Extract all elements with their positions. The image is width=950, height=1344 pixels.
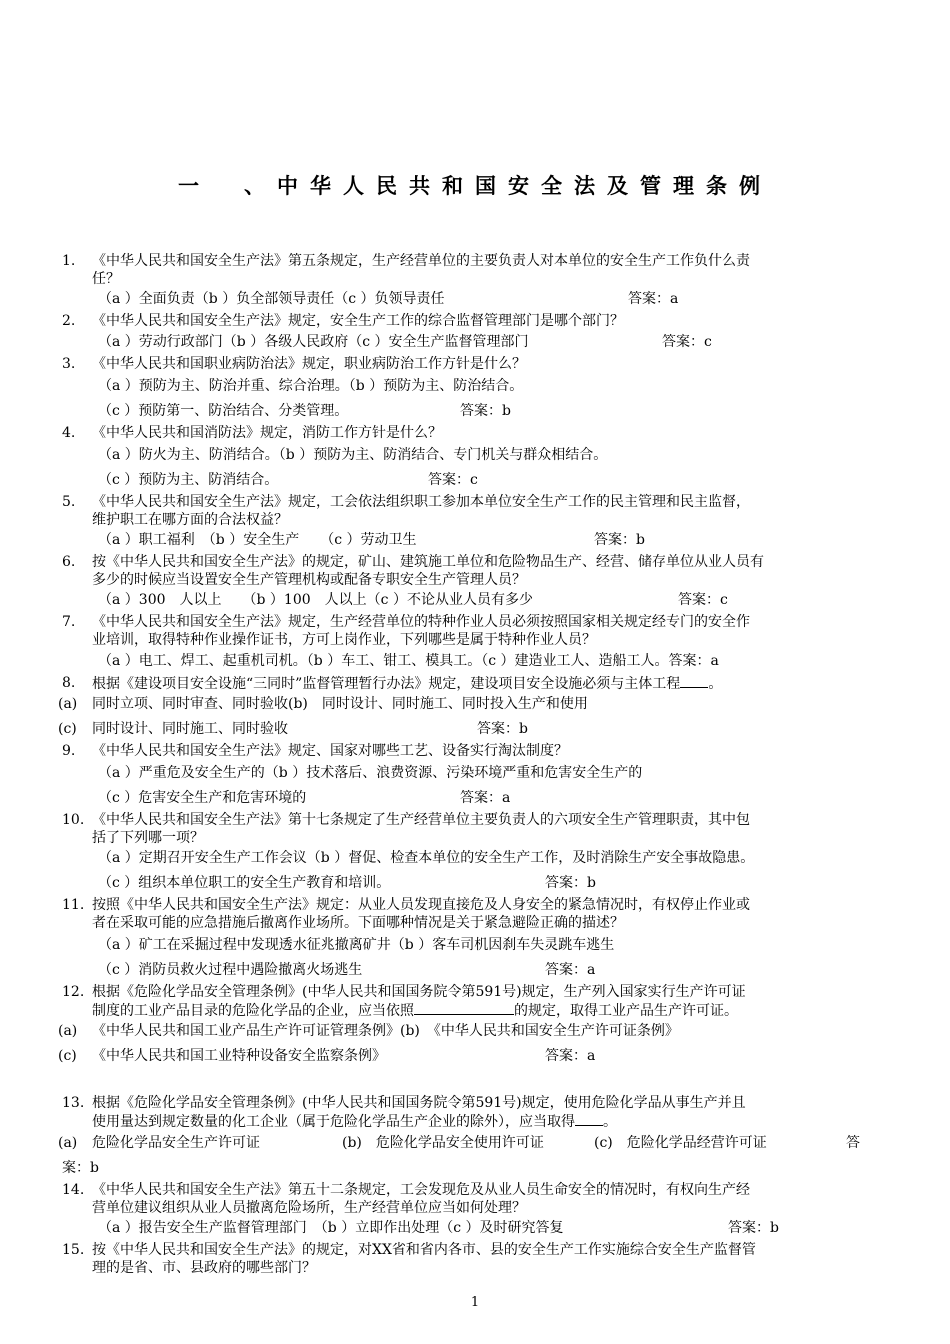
question-text: 《中华人民共和国消防法》规定，消防工作方针是什么？ — [92, 425, 442, 441]
answer: 答案：a — [628, 291, 679, 307]
question-text: 维护职工在哪方面的合法权益？ — [92, 512, 288, 528]
question-number: 11. — [62, 897, 85, 913]
question-text: 营单位建议组织从业人员撤离危险场所，生产经营单位应当如何处理？ — [92, 1200, 526, 1216]
answer-blank — [414, 1001, 514, 1015]
question-text: 根据《危险化学品安全管理条例》(中华人民共和国国务院令第591号)规定，使用危险化学品从事生产并且 — [92, 1095, 746, 1111]
answer: 答案：c — [678, 592, 728, 608]
question-text: 《中华人民共和国安全生产法》第十七条规定了生产经营单位主要负责人的六项安全生产管理职责，其中包 — [92, 812, 750, 828]
answer: 答案：a — [545, 1048, 596, 1064]
page-number: 1 — [470, 1295, 480, 1310]
answer: 答案：a — [460, 790, 511, 806]
question-text: 根据《危险化学品安全管理条例》(中华人民共和国国务院令第591号)规定，生产列入国家实行生产许可证 — [92, 984, 746, 1000]
question-options: （a ）定期召开安全生产工作会议（b ）督促、检查本单位的安全生产工作，及时消除生产安全事故隐患。 — [98, 850, 755, 866]
question-number: 6. — [62, 554, 76, 570]
option-text: (b) 危险化学品安全使用许可证 — [342, 1135, 544, 1151]
answer-blank — [575, 1112, 603, 1126]
question-options: （c ）预防第一、防治结合、分类管理。 — [98, 403, 349, 419]
answer: 答案：b — [594, 532, 645, 548]
question-text: 《中华人民共和国职业病防治法》规定，职业病防治工作方针是什么？ — [92, 356, 526, 372]
question-text: 《中华人民共和国安全生产法》规定，安全生产工作的综合监督管理部门是哪个部门？ — [92, 313, 624, 329]
answer: 答案：c — [428, 472, 478, 488]
question-number: 3. — [62, 356, 76, 372]
question-text: 《中华人民共和国安全生产法》第五条规定，生产经营单位的主要负责人对本单位的安全生产工作负什么责 — [92, 253, 750, 269]
option-text: 同时设计、同时施工、同时验收 — [92, 721, 288, 737]
answer: 答案：b — [545, 875, 596, 891]
question-options: （c ）预防为主、防消结合。 — [98, 472, 279, 488]
question-text: 者在采取可能的应急措施后撤离作业场所。下面哪种情况是关于紧急避险正确的描述？ — [92, 915, 624, 931]
question-text: 《中华人民共和国安全生产法》规定，工会依法组织职工参加本单位安全生产工作的民主管理和民主监督， — [92, 494, 750, 510]
question-number: 12. — [62, 984, 85, 1000]
option-text: 《中华人民共和国工业产品生产许可证管理条例》(b) 《中华人民共和国安全生产许可证条例》 — [92, 1023, 679, 1039]
question-number: 4. — [62, 425, 76, 441]
question-text: 理的是省、市、县政府的哪些部门？ — [92, 1260, 316, 1276]
answer: 答案：b — [477, 721, 528, 737]
option-label: (c) — [58, 721, 77, 737]
question-text: 《中华人民共和国安全生产法》规定、国家对哪些工艺、设备实行淘汰制度？ — [92, 743, 568, 759]
answer: 答案：b — [460, 403, 511, 419]
question-text: 业培训，取得特种作业操作证书，方可上岗作业，下列哪些是属于特种作业人员？ — [92, 632, 596, 648]
answer: 答案：a — [545, 962, 596, 978]
question-text: 《中华人民共和国安全生产法》第五十二条规定，工会发现危及从业人员生命安全的情况时，有权向生产经 — [92, 1182, 750, 1198]
question-text: 任？ — [92, 271, 120, 287]
question-number: 7. — [62, 614, 76, 630]
question-text: 根据《建设项目安全设施“三同时”监督管理暂行办法》规定，建设项目安全设施必须与主体工程 。 — [92, 676, 723, 692]
question-number: 1. — [62, 253, 76, 269]
question-options: （a ）全面负责（b ）负全部领导责任（c ）负领导责任 — [98, 291, 445, 307]
option-label: (a) — [58, 696, 78, 712]
option-label: (a) — [58, 1135, 78, 1151]
question-options: （a ）严重危及安全生产的（b ）技术落后、浪费资源、污染环境严重和危害安全生产的 — [98, 765, 643, 781]
question-number: 10. — [62, 812, 85, 828]
answer-blank — [680, 674, 708, 688]
question-text: 按《中华人民共和国安全生产法》的规定，对XX省和省内各市、县的安全生产工作实施综合安全生产监督管 — [92, 1242, 756, 1258]
page-title: 一 、中华人民共和国安全法及管理条例 — [178, 174, 772, 198]
answer: 答案：b — [728, 1220, 779, 1236]
question-number: 13. — [62, 1095, 85, 1111]
question-options: （c ）组织本单位职工的安全生产教育和培训。 — [98, 875, 391, 891]
question-number: 9. — [62, 743, 76, 759]
question-text: 多少的时候应当设置安全生产管理机构或配备专职安全生产管理人员？ — [92, 572, 526, 588]
question-options: （a ）职工福利 （b ）安全生产 （c ）劳动卫生 — [98, 532, 417, 548]
question-number: 8. — [62, 675, 76, 691]
question-number: 15. — [62, 1242, 85, 1258]
question-number: 2. — [62, 313, 76, 329]
option-text: 《中华人民共和国工业特种设备安全监察条例》 — [92, 1048, 386, 1064]
question-text: 制度的工业产品目录的危险化学品的企业，应当依照 的规定，取得工业产品生产许可证。 — [92, 1003, 738, 1019]
question-options: （a ）预防为主、防治并重、综合治理。（b ）预防为主、防治结合。 — [98, 378, 524, 394]
answer: 答案：c — [662, 334, 712, 350]
option-text: (c) 危险化学品经营许可证 — [594, 1135, 767, 1151]
question-options: （a ）劳动行政部门（b ）各级人民政府（c ）安全生产监督管理部门 — [98, 334, 529, 350]
option-label: (a) — [58, 1023, 78, 1039]
option-label: (c) — [58, 1048, 77, 1064]
question-options: （a ）矿工在采掘过程中发现透水征兆撤离矿井（b ）客车司机因刹车失灵跳车逃生 — [98, 937, 615, 953]
question-options: （a ）防火为主、防消结合。（b ）预防为主、防消结合、专门机关与群众相结合。 — [98, 447, 608, 463]
question-options: （a ）报告安全生产监督管理部门 （b ）立即作出处理（c ）及时研究答复 — [98, 1220, 564, 1236]
question-text: 按照《中华人民共和国安全生产法》规定：从业人员发现直接危及人身安全的紧急情况时，有权停止作业或 — [92, 897, 750, 913]
question-text: 括了下列哪一项？ — [92, 830, 204, 846]
question-options: （c ）危害安全生产和危害环境的 — [98, 790, 307, 806]
question-options: （a ）电工、焊工、起重机司机。（b ）车工、钳工、模具工。（c ）建造业工人、造船工人。答案：a — [98, 653, 719, 669]
answer: 案：b — [62, 1160, 99, 1176]
question-number: 5. — [62, 494, 76, 510]
question-number: 14. — [62, 1182, 85, 1198]
option-text: 危险化学品安全生产许可证 — [92, 1135, 260, 1151]
question-options: （a ）300 人以上 （b ）100 人以上（c ）不论从业人员有多少 — [98, 592, 533, 608]
question-options: （c ）消防员救火过程中遇险撤离火场逃生 — [98, 962, 363, 978]
option-text: 同时立项、同时审查、同时验收(b) 同时设计、同时施工、同时投入生产和使用 — [92, 696, 588, 712]
answer: 答 — [846, 1135, 860, 1151]
question-text: 《中华人民共和国安全生产法》规定，生产经营单位的特种作业人员必须按照国家相关规定经专门的安全作 — [92, 614, 750, 630]
question-text: 按《中华人民共和国安全生产法》的规定，矿山、建筑施工单位和危险物品生产、经营、储存单位从业人员有 — [92, 554, 764, 570]
question-text: 使用量达到规定数量的化工企业（属于危险化学品生产企业的除外），应当取得 。 — [92, 1114, 617, 1130]
